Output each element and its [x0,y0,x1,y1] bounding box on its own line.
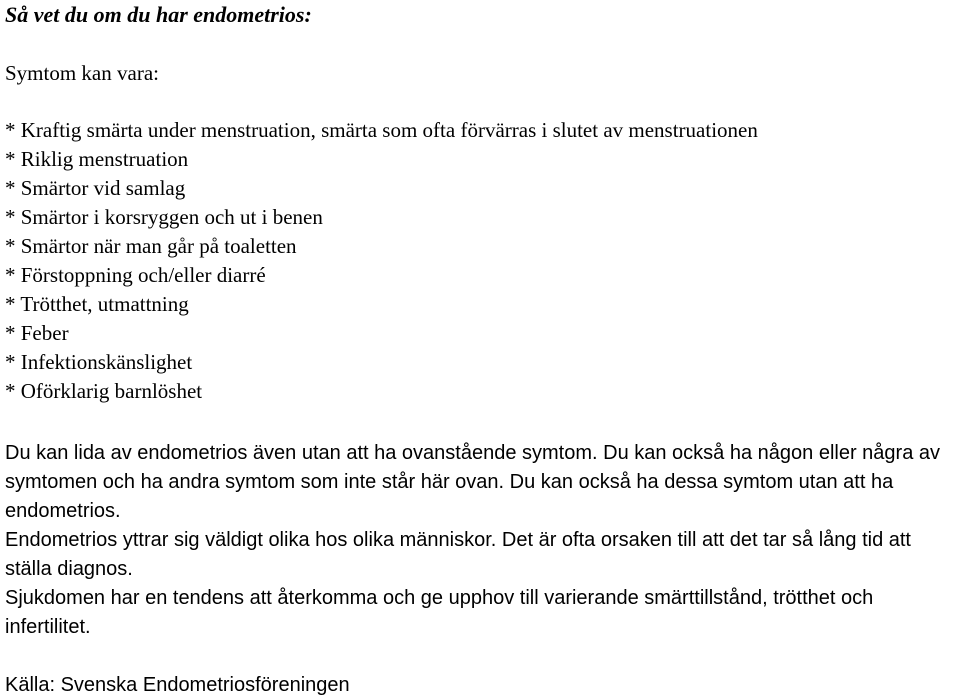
paragraph-diagnosis: Endometrios yttrar sig väldigt olika hos olika människor. Det är ofta orsaken till att det tar så lång tid att ställa diagnos. [5,529,911,580]
list-item: * Feber [5,321,69,345]
symptom-list [5,116,758,406]
list-item: * Smärtor i korsryggen och ut i benen [5,205,323,229]
paragraph-symptom-variation: Du kan lida av endometrios även utan att ha ovanstående symtom. Du kan också ha någon eller några av symtomen och ha andra symtom som inte står här ovan. Du kan också ha dessa symtom utan att ha endometrios. [5,442,941,522]
list-item: * Smärtor vid samlag [5,176,186,200]
body-text [5,439,960,642]
list-item: * Riklig menstruation [5,147,189,171]
list-item: * Smärtor när man går på toaletten [5,234,297,258]
paragraph-recurrence: Sjukdomen har en tendens att återkomma och ge upphov till varierande smärttillstånd, trötthet och infertilitet. [5,587,874,638]
source-citation: Källa: Svenska Endometriosföreningen [5,674,350,696]
list-item: * Kraftig smärta under menstruation, smärta som ofta förvärras i slutet av menstruationen [5,118,758,142]
symptoms-intro: Symtom kan vara: [5,61,159,85]
list-item: * Oförklarig barnlöshet [5,379,203,403]
list-item: * Infektionskänslighet [5,350,193,374]
list-item: * Förstoppning och/eller diarré [5,263,266,287]
list-item: * Trötthet, utmattning [5,292,189,316]
document-title: Så vet du om du har endometrios: [5,2,312,27]
